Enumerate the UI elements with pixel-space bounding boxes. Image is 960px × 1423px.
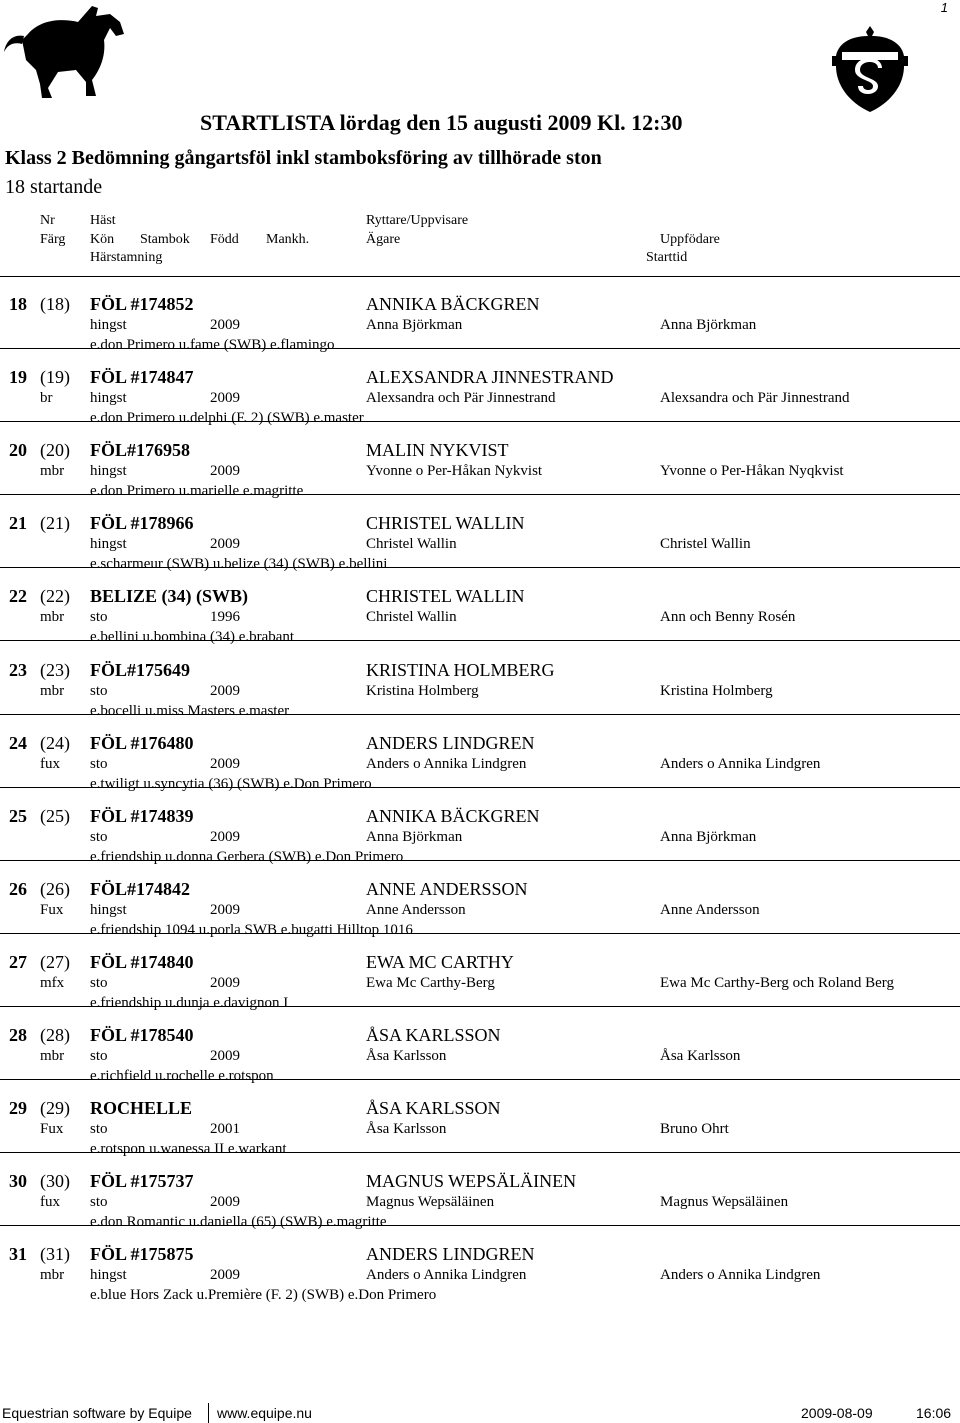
entry-subnumber: (31)	[40, 1244, 70, 1265]
entry-number: 26	[9, 878, 27, 899]
horse-born: 2009	[210, 828, 240, 845]
breeder-name: Ann och Benny Rosén	[660, 609, 796, 626]
horse-sex: sto	[90, 828, 108, 845]
horse-sex: hingst	[90, 536, 127, 553]
pedigree: e.richfield u.rochelle e.rotspon	[90, 1068, 274, 1084]
owner-name: Christel Wallin	[366, 609, 457, 626]
starters-count: 18 startande	[5, 176, 103, 198]
owner-name: Åsa Karlsson	[366, 1121, 447, 1138]
breeder-name: Magnus Wepsäläinen	[660, 1194, 789, 1211]
entry-row	[0, 284, 960, 357]
pedigree: e.blue Hors Zack u.Première (F. 2) (SWB) e.Don Primero	[90, 1287, 437, 1304]
horse-color: mbr	[40, 1048, 65, 1064]
owner-name: Yvonne o Per-Håkan Nykvist	[366, 463, 543, 480]
entry-number: 28	[9, 1025, 27, 1045]
horse-color: mfx	[40, 974, 65, 991]
rider-name: ANDERS LINDGREN	[366, 732, 535, 753]
entry-number: 21	[9, 513, 27, 534]
horse-color: Fux	[40, 1121, 64, 1138]
rider-name: MAGNUS WEPSÄLÄINEN	[366, 1171, 577, 1192]
entry-divider	[0, 567, 960, 568]
horse-born: 2009	[210, 755, 240, 772]
rider-name: MALIN NYKVIST	[366, 440, 509, 461]
horse-sex: sto	[90, 1048, 108, 1064]
horse-sex: sto	[90, 1121, 108, 1138]
horse-name: FÖL #174852	[90, 294, 194, 314]
entry-row	[0, 1161, 960, 1234]
entry-row	[0, 650, 960, 723]
rider-name: ALEXSANDRA JINNESTRAND	[366, 367, 614, 388]
horse-born: 2001	[210, 1121, 240, 1138]
horse-color: mbr	[40, 1267, 65, 1284]
entry-number: 23	[9, 659, 27, 680]
entry-row	[0, 357, 960, 430]
class-title: Klass 2 Bedömning gångartsföl inkl stamboksföring av tillhörade ston	[5, 147, 602, 169]
breeder-name: Ewa Mc Carthy-Berg och Roland Berg	[660, 974, 894, 991]
entry-row	[0, 1088, 960, 1161]
horse-born: 2009	[210, 901, 240, 918]
horse-sex: sto	[90, 609, 108, 626]
horse-name: FÖL #175875	[90, 1244, 194, 1265]
owner-name: Anna Björkman	[366, 828, 463, 845]
header-farg: Färg	[40, 232, 66, 247]
pedigree: e.twiligt u.syncytia (36) (SWB) e.Don Primero	[90, 775, 372, 792]
pedigree: e.bocelli u.miss Masters e.master	[90, 702, 290, 719]
rider-name: ÅSA KARLSSON	[366, 1025, 501, 1045]
rider-name: EWA MC CARTHY	[366, 951, 514, 972]
rider-name: CHRISTEL WALLIN	[366, 513, 525, 534]
horse-sex: hingst	[90, 317, 127, 333]
rider-name: ÅSA KARLSSON	[366, 1098, 501, 1119]
rider-name: KRISTINA HOLMBERG	[366, 659, 555, 680]
footer-separator	[208, 1403, 209, 1423]
header-nr: Nr	[40, 213, 55, 228]
page-number: 1	[940, 0, 948, 15]
horse-sex: sto	[90, 974, 108, 991]
entry-divider	[0, 860, 960, 861]
breeder-name: Anders o Annika Lindgren	[660, 1267, 821, 1284]
entry-subnumber: (26)	[40, 878, 70, 899]
entry-number: 20	[9, 440, 27, 461]
breeder-name: Bruno Ohrt	[660, 1121, 729, 1138]
horse-color: br	[40, 390, 53, 407]
rider-name: ANNIKA BÄCKGREN	[366, 805, 540, 826]
owner-name: Anne Andersson	[366, 901, 466, 918]
entry-row	[0, 1015, 960, 1088]
entry-row	[0, 796, 960, 869]
entry-divider	[0, 1079, 960, 1080]
entry-number: 24	[9, 732, 27, 753]
horse-color: mbr	[40, 463, 65, 480]
entry-divider	[0, 1006, 960, 1007]
breeder-name: Alexsandra och Pär Jinnestrand	[660, 390, 850, 407]
pedigree: e.friendship u.donna Gerbera (SWB) e.Don Primero	[90, 848, 404, 865]
horse-logo-icon	[0, 0, 140, 100]
horse-color: Fux	[40, 901, 64, 918]
owner-name: Åsa Karlsson	[366, 1048, 447, 1064]
horse-sex: sto	[90, 755, 108, 772]
horse-born: 2009	[210, 390, 240, 407]
horse-born: 1996	[210, 609, 240, 626]
swb-seal-icon	[820, 22, 920, 114]
header-divider	[0, 276, 960, 277]
horse-born: 2009	[210, 1194, 240, 1211]
footer-url[interactable]: www.equipe.nu	[217, 1405, 312, 1421]
rider-name: CHRISTEL WALLIN	[366, 586, 525, 607]
entry-subnumber: (19)	[40, 367, 70, 388]
owner-name: Ewa Mc Carthy-Berg	[366, 974, 495, 991]
entry-subnumber: (23)	[40, 659, 70, 680]
breeder-name: Anna Björkman	[660, 317, 757, 333]
horse-name: ROCHELLE	[90, 1098, 193, 1119]
horse-born: 2009	[210, 536, 240, 553]
horse-born: 2009	[210, 682, 240, 699]
entry-row	[0, 869, 960, 942]
breeder-name: Åsa Karlsson	[660, 1048, 741, 1064]
horse-sex: hingst	[90, 1267, 127, 1284]
rider-name: ANNE ANDERSSON	[366, 878, 528, 899]
entry-divider	[0, 348, 960, 349]
horse-born: 2009	[210, 974, 240, 991]
footer-time: 16:06	[916, 1405, 952, 1421]
breeder-name: Yvonne o Per-Håkan Nyqkvist	[660, 463, 844, 480]
entry-divider	[0, 494, 960, 495]
pedigree: e.don Primero u.fame (SWB) e.flamingo	[90, 337, 335, 353]
horse-born: 2009	[210, 1048, 240, 1064]
entry-row	[0, 430, 960, 503]
header-starttid: Starttid	[646, 250, 688, 265]
entry-subnumber: (18)	[40, 294, 70, 314]
footer-software: Equestrian software by Equipe	[2, 1405, 192, 1421]
header-hast: Häst	[90, 213, 116, 228]
horse-name: FÖL#175649	[90, 659, 191, 680]
horse-sex: sto	[90, 682, 108, 699]
owner-name: Magnus Wepsäläinen	[366, 1194, 495, 1211]
horse-name: FÖL #174839	[90, 805, 194, 826]
rider-name: ANNIKA BÄCKGREN	[366, 294, 540, 314]
entry-number: 29	[9, 1098, 27, 1119]
entry-subnumber: (22)	[40, 586, 70, 607]
owner-name: Anders o Annika Lindgren	[366, 1267, 527, 1284]
entry-subnumber: (25)	[40, 805, 70, 826]
entry-subnumber: (30)	[40, 1171, 70, 1192]
horse-color: fux	[40, 1194, 60, 1211]
horse-sex: sto	[90, 1194, 108, 1211]
pedigree: e.bellini u.bombina (34) e.brabant	[90, 629, 295, 646]
horse-color: fux	[40, 755, 60, 772]
entry-subnumber: (28)	[40, 1025, 70, 1045]
entry-row	[0, 503, 960, 576]
horse-name: FÖL #174840	[90, 951, 194, 972]
horse-name: FÖL#174842	[90, 878, 191, 899]
horse-name: FÖL #174847	[90, 367, 194, 388]
breeder-name: Anne Andersson	[660, 901, 760, 918]
horse-color: mbr	[40, 609, 65, 626]
pedigree: e.friendship 1094 u.porla SWB e.bugatti Hilltop 1016	[90, 921, 413, 938]
entry-divider	[0, 1152, 960, 1153]
horse-sex: hingst	[90, 390, 127, 407]
entry-divider	[0, 421, 960, 422]
entry-subnumber: (27)	[40, 951, 70, 972]
entry-divider	[0, 1225, 960, 1226]
horse-name: FÖL #178540	[90, 1025, 194, 1045]
pedigree: e.rotspon u.wanessa II e.warkant	[90, 1141, 287, 1158]
horse-name: FÖL #178966	[90, 513, 194, 534]
rider-name: ANDERS LINDGREN	[366, 1244, 535, 1265]
entry-divider	[0, 640, 960, 641]
entry-divider	[0, 787, 960, 788]
entry-number: 22	[9, 586, 27, 607]
horse-name: BELIZE (34) (SWB)	[90, 586, 249, 607]
breeder-name: Anna Björkman	[660, 828, 757, 845]
header-kon: Kön	[90, 232, 115, 247]
owner-name: Kristina Holmberg	[366, 682, 479, 699]
entry-subnumber: (21)	[40, 513, 70, 534]
horse-sex: hingst	[90, 901, 127, 918]
entry-row	[0, 942, 960, 1015]
footer-date: 2009-08-09	[801, 1405, 873, 1421]
owner-name: Alexsandra och Pär Jinnestrand	[366, 390, 556, 407]
horse-sex: hingst	[90, 463, 127, 480]
pedigree: e.friendship u.dunja e.davignon I	[90, 994, 289, 1011]
pedigree: e.don Primero u.delphi (F. 2) (SWB) e.master	[90, 410, 364, 427]
header-harstamning: Härstamning	[90, 250, 163, 265]
header-ryttare: Ryttare/Uppvisare	[366, 213, 469, 228]
entry-subnumber: (29)	[40, 1098, 70, 1119]
entry-row	[0, 576, 960, 649]
horse-born: 2009	[210, 463, 240, 480]
horse-color: mbr	[40, 682, 65, 699]
entry-number: 31	[9, 1244, 27, 1265]
entry-number: 25	[9, 805, 27, 826]
breeder-name: Christel Wallin	[660, 536, 751, 553]
entry-number: 27	[9, 951, 27, 972]
header-stambok: Stambok	[140, 232, 190, 247]
owner-name: Anders o Annika Lindgren	[366, 755, 527, 772]
horse-name: FÖL#176958	[90, 440, 191, 461]
breeder-name: Anders o Annika Lindgren	[660, 755, 821, 772]
pedigree: e.don Romantic u.daniella (65) (SWB) e.magritte	[90, 1214, 387, 1231]
entry-row	[0, 1234, 960, 1307]
header-uppfodare: Uppfödare	[660, 232, 720, 247]
pedigree: e.scharmeur (SWB) u.belize (34) (SWB) e.bellini	[90, 556, 388, 573]
owner-name: Christel Wallin	[366, 536, 457, 553]
header-mankh: Mankh.	[266, 232, 310, 247]
entry-subnumber: (24)	[40, 732, 70, 753]
entry-divider	[0, 933, 960, 934]
page-title: STARTLISTA lördag den 15 augusti 2009 Kl. 12:30	[200, 110, 683, 135]
owner-name: Anna Björkman	[366, 317, 463, 333]
header-fodd: Född	[210, 232, 239, 247]
entry-number: 30	[9, 1171, 27, 1192]
horse-name: FÖL #175737	[90, 1171, 194, 1192]
header-agare: Ägare	[366, 232, 401, 247]
breeder-name: Kristina Holmberg	[660, 682, 773, 699]
entry-subnumber: (20)	[40, 440, 70, 461]
entry-number: 19	[9, 367, 27, 388]
pedigree: e.don Primero u.marielle e.magritte	[90, 483, 304, 500]
entry-row	[0, 723, 960, 796]
horse-born: 2009	[210, 1267, 240, 1284]
horse-born: 2009	[210, 317, 240, 333]
entry-number: 18	[9, 294, 27, 314]
entry-divider	[0, 714, 960, 715]
horse-name: FÖL #176480	[90, 732, 194, 753]
